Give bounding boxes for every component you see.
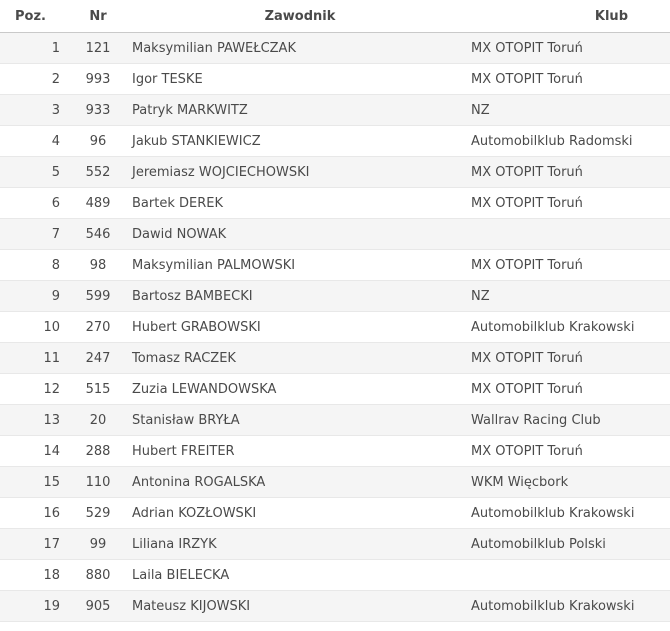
- rider-name-cell: Patryk MARKWITZ: [124, 95, 466, 126]
- club-cell: MX OTOPIT Toruń: [466, 157, 670, 188]
- rider-name-cell: Tomasz RACZEK: [124, 343, 466, 374]
- position-cell: 15: [0, 467, 72, 498]
- position-cell: 5: [0, 157, 72, 188]
- number-cell: 20: [72, 405, 124, 436]
- club-cell: [466, 560, 670, 591]
- position-cell: 9: [0, 281, 72, 312]
- column-header-number[interactable]: Nr: [72, 0, 124, 33]
- table-row[interactable]: [0, 312, 670, 343]
- position-cell: 3: [0, 95, 72, 126]
- rider-name-cell: Maksymilian PAWEŁCZAK: [124, 33, 466, 64]
- rider-name-cell: Liliana IRZYK: [124, 529, 466, 560]
- number-cell: 247: [72, 343, 124, 374]
- number-cell: 599: [72, 281, 124, 312]
- club-cell: NZ: [466, 281, 670, 312]
- position-cell: 6: [0, 188, 72, 219]
- club-cell: Automobilklub Krakowski: [466, 498, 670, 529]
- rider-name-cell: Hubert FREITER: [124, 436, 466, 467]
- number-cell: 933: [72, 95, 124, 126]
- position-cell: 14: [0, 436, 72, 467]
- table-row[interactable]: [0, 95, 670, 126]
- table-row[interactable]: [0, 467, 670, 498]
- position-cell: 11: [0, 343, 72, 374]
- table-row[interactable]: [0, 281, 670, 312]
- club-cell: Automobilklub Polski: [466, 529, 670, 560]
- rider-name-cell: Antonina ROGALSKA: [124, 467, 466, 498]
- position-cell: 8: [0, 250, 72, 281]
- position-cell: 13: [0, 405, 72, 436]
- club-cell: MX OTOPIT Toruń: [466, 436, 670, 467]
- club-cell: MX OTOPIT Toruń: [466, 188, 670, 219]
- position-cell: 2: [0, 64, 72, 95]
- table-row[interactable]: [0, 157, 670, 188]
- position-cell: 19: [0, 591, 72, 622]
- number-cell: 993: [72, 64, 124, 95]
- club-cell: NZ: [466, 95, 670, 126]
- position-cell: 1: [0, 33, 72, 64]
- rider-name-cell: Dawid NOWAK: [124, 219, 466, 250]
- rider-name-cell: Mateusz KIJOWSKI: [124, 591, 466, 622]
- rider-name-cell: Laila BIELECKA: [124, 560, 466, 591]
- position-cell: 12: [0, 374, 72, 405]
- position-cell: 18: [0, 560, 72, 591]
- number-cell: 552: [72, 157, 124, 188]
- table-header: [0, 0, 670, 33]
- club-cell: MX OTOPIT Toruń: [466, 64, 670, 95]
- column-header-position[interactable]: Poz.: [0, 0, 72, 33]
- number-cell: 288: [72, 436, 124, 467]
- club-cell: [466, 219, 670, 250]
- table-row[interactable]: [0, 188, 670, 219]
- position-cell: 10: [0, 312, 72, 343]
- table-row[interactable]: [0, 374, 670, 405]
- table-row[interactable]: [0, 405, 670, 436]
- header-row: [0, 0, 670, 33]
- table-row[interactable]: [0, 64, 670, 95]
- table-row[interactable]: [0, 560, 670, 591]
- club-cell: MX OTOPIT Toruń: [466, 374, 670, 405]
- table-row[interactable]: [0, 343, 670, 374]
- rider-name-cell: Jeremiasz WOJCIECHOWSKI: [124, 157, 466, 188]
- rider-name-cell: Adrian KOZŁOWSKI: [124, 498, 466, 529]
- number-cell: 99: [72, 529, 124, 560]
- number-cell: 529: [72, 498, 124, 529]
- table-row[interactable]: [0, 498, 670, 529]
- club-cell: Automobilklub Krakowski: [466, 591, 670, 622]
- club-cell: MX OTOPIT Toruń: [466, 343, 670, 374]
- table-row[interactable]: [0, 219, 670, 250]
- position-cell: 17: [0, 529, 72, 560]
- rider-name-cell: Bartek DEREK: [124, 188, 466, 219]
- table-row[interactable]: [0, 250, 670, 281]
- number-cell: 489: [72, 188, 124, 219]
- rider-name-cell: Hubert GRABOWSKI: [124, 312, 466, 343]
- rider-name-cell: Jakub STANKIEWICZ: [124, 126, 466, 157]
- club-cell: Automobilklub Krakowski: [466, 312, 670, 343]
- rider-name-cell: Stanisław BRYŁA: [124, 405, 466, 436]
- rider-name-cell: Maksymilian PALMOWSKI: [124, 250, 466, 281]
- number-cell: 880: [72, 560, 124, 591]
- table-row[interactable]: [0, 529, 670, 560]
- club-cell: WKM Więcbork: [466, 467, 670, 498]
- rider-name-cell: Bartosz BAMBECKI: [124, 281, 466, 312]
- position-cell: 7: [0, 219, 72, 250]
- column-header-club[interactable]: Klub: [466, 0, 670, 33]
- rider-name-cell: Igor TESKE: [124, 64, 466, 95]
- number-cell: 121: [72, 33, 124, 64]
- number-cell: 515: [72, 374, 124, 405]
- table-row[interactable]: [0, 126, 670, 157]
- club-cell: Automobilklub Radomski: [466, 126, 670, 157]
- club-cell: MX OTOPIT Toruń: [466, 250, 670, 281]
- number-cell: 98: [72, 250, 124, 281]
- table-body: [0, 33, 670, 622]
- club-cell: Wallrav Racing Club: [466, 405, 670, 436]
- table-row[interactable]: [0, 436, 670, 467]
- number-cell: 905: [72, 591, 124, 622]
- number-cell: 270: [72, 312, 124, 343]
- number-cell: 110: [72, 467, 124, 498]
- column-header-rider[interactable]: Zawodnik: [124, 0, 466, 33]
- number-cell: 96: [72, 126, 124, 157]
- club-cell: MX OTOPIT Toruń: [466, 33, 670, 64]
- table-row[interactable]: [0, 591, 670, 622]
- table-row[interactable]: [0, 33, 670, 64]
- number-cell: 546: [72, 219, 124, 250]
- rider-name-cell: Zuzia LEWANDOWSKA: [124, 374, 466, 405]
- position-cell: 4: [0, 126, 72, 157]
- position-cell: 16: [0, 498, 72, 529]
